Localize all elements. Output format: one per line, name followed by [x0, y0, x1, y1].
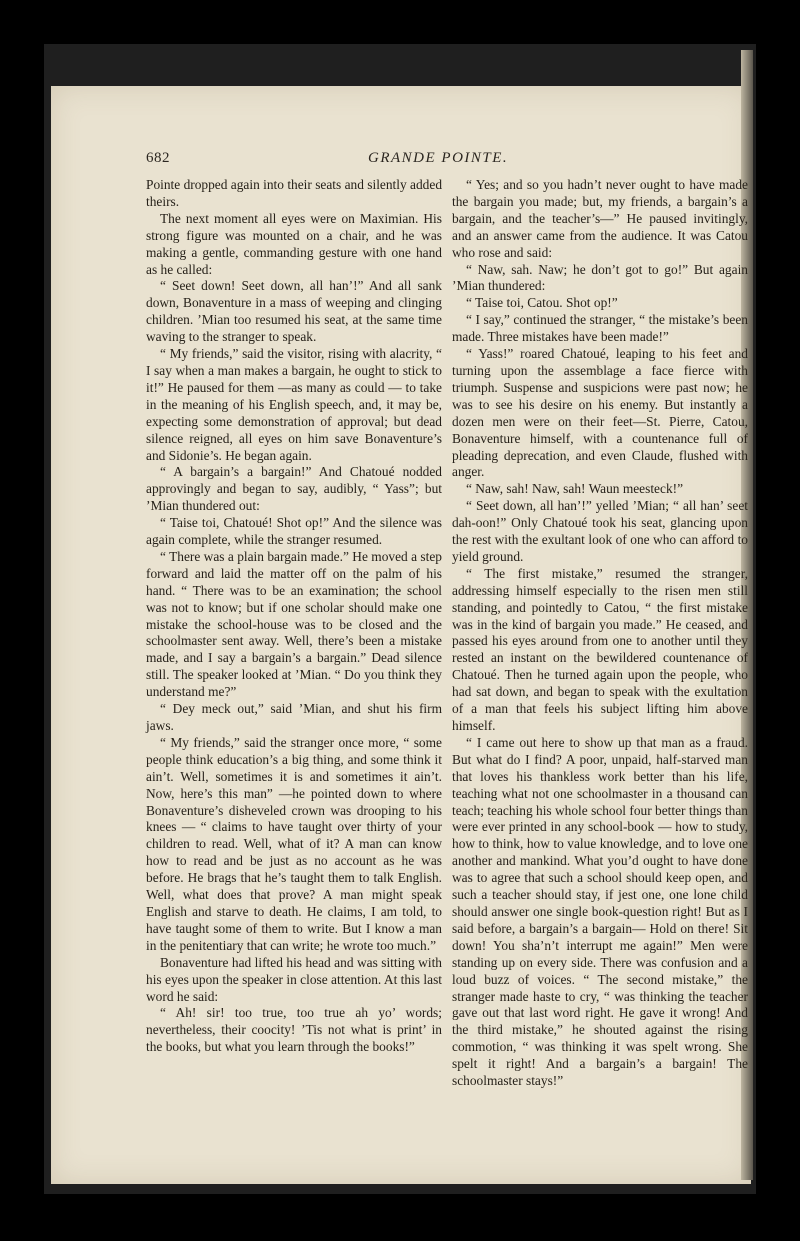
paragraph: “ Dey meck out,” said ’Mian, and shut his firm jaws.	[146, 701, 442, 733]
paragraph: Bonaventure had lifted his head and was sitting with his eyes upon the speaker in close attention. At this last word he said:	[146, 954, 442, 1004]
paragraph: “ My friends,” said the stranger once more, “ some people think education’s a big thing, and some think it ain’t. Well, sometimes it is and sometimes it ain’t. Now, here’s this man” —he pointed down to where Bonaventure’s disheveled crown was drooping to his knees — “ claims to have taught over thirty of your children to read. Well, what of it? A man can know how to read and be just as no account as he was before. He brags that he’s taught them to talk English. Well, what does that prove? A man might speak English and starve to death. He claims, I am told, to have taught some of them to write. But I know a man in the penitentiary that can write; he wrote too much.”	[146, 734, 442, 953]
paragraph: “ I say,” continued the stranger, “ the mistake’s been made. Three mistakes have been made!”	[452, 312, 748, 345]
paragraph: “ A bargain’s a bargain!” And Chatoué nodded approvingly and began to say, audibly, “ Yass”; but ’Mian thundered out:	[146, 464, 442, 514]
paragraph: “ Seet down, all han’!” yelled ’Mian; “ all han’ seet dah-oon!” Only Chatoué took his seat, glancing upon the rest with the exultant look of one who can afford to yield ground.	[452, 498, 748, 564]
paragraph: “ My friends,” said the visitor, rising with alacrity, “ I say when a man makes a bargain, he ought to stick to it!” He paused for them —as many as could — to take in the meaning of his English speech, and, it may be, expecting some demonstration of approval; but dead silence reigned, all eyes on him save Bonaventure’s and Sidonie’s. He began again.	[146, 346, 442, 463]
paragraph: “ The first mistake,” resumed the stranger, addressing himself especially to the risen men still standing, and pointedly to Catou, “ the first mistake was in the kind of bargain you made.” He ceased, and passed his eyes around from one to another until they rested an instant on the bewildered countenance of Chatoué. Then he turned again upon the people, who had sat down, and began to speak with the exultation of a man that feels his subject lifting him above himself.	[452, 565, 748, 733]
page-header	[146, 150, 746, 172]
paragraph: “ I came out here to show up that man as a fraud. But what do I find? A poor, unpaid, half-starved man that loves his thankless work better than his life, teaching what not one schoolmaster in a thousand can teach; teaching his whole school four better things than were ever printed in any school-book — how to study, how to think, how to value knowledge, and to love one another and mankind. What you’d ought to have done was to agree that such a school should keep open, and such a teacher should stay, if jest one, one lone child should answer one single book-question right! But as I said before, a bargain’s a bargain— Hold on there! Sit down! You sha’n’t interrupt me again!” Men were standing up on every side. There was confusion and a loud buzz of voices. “ The second mistake,” the stranger made haste to cry, “ was thinking the teacher gave out that last word right. He gave it wrong! And the third mistake,” he shouted against the rising commotion, “ was thinking it was spelt wrong. She spelt it right! And a bargain’s a bargain! The schoolmaster stays!”	[452, 734, 748, 1089]
right-column	[452, 177, 748, 1090]
paragraph: “ There was a plain bargain made.” He moved a step forward and laid the matter off on the palm of his hand. “ There was to be an examination; the school was not to know; but if one scholar should make one mistake the school-house was to be closed and the schoolmaster sent away. Well, there’s been a mistake made, and I say a bargain’s a bargain.” Dead silence still. The speaker looked at ’Mian. “ Do you think they understand me?”	[146, 548, 442, 700]
page-number: 682	[146, 150, 170, 166]
running-title: GRANDE POINTE.	[368, 150, 509, 166]
paragraph: The next moment all eyes were on Maximian. His strong figure was mounted on a chair, and he was making a gentle, commanding gesture with one hand as he called:	[146, 210, 442, 277]
left-column	[146, 177, 442, 1056]
paragraph: “ Yes; and so you hadn’t never ought to have made the bargain you made; but, my friends, a bargain’s a bargain, and the teacher’s—” He paused invitingly, and an answer came from the audience. It was Catou who rose and said:	[452, 177, 748, 260]
paragraph: Pointe dropped again into their seats and silently added theirs.	[146, 177, 443, 209]
paragraph: “ Yass!” roared Chatoué, leaping to his feet and turning upon the assemblage a face fierce with triumph. Suspense and suspicions were past now; he was to see his desire on his enemy. But instantly a dozen men were on their feet—St. Pierre, Catou, Bonaventure himself, with a countenance full of pleading deprecation, and even Claude, flushed with anger.	[452, 346, 748, 480]
paragraph: “ Seet down! Seet down, all han’!” And all sank down, Bonaventure in a mass of weeping and clinging children. ’Mian too resumed his seat, at the same time waving to the stranger to speak.	[146, 278, 442, 345]
paragraph: “ Taise toi, Chatoué! Shot op!” And the silence was again complete, while the stranger resumed.	[146, 515, 442, 548]
paragraph: “ Ah! sir! too true, too true ah yo’ words; nevertheless, their coocity! ’Tis not what is print’ in the books, but what you learn through the books!”	[146, 1005, 442, 1055]
paragraph: “ Taise toi, Catou. Shot op!”	[466, 295, 618, 311]
paragraph: “ Naw, sah! Naw, sah! Waun meesteck!”	[466, 481, 684, 497]
paragraph: “ Naw, sah. Naw; he don’t got to go!” But again ’Mian thundered:	[452, 261, 748, 294]
